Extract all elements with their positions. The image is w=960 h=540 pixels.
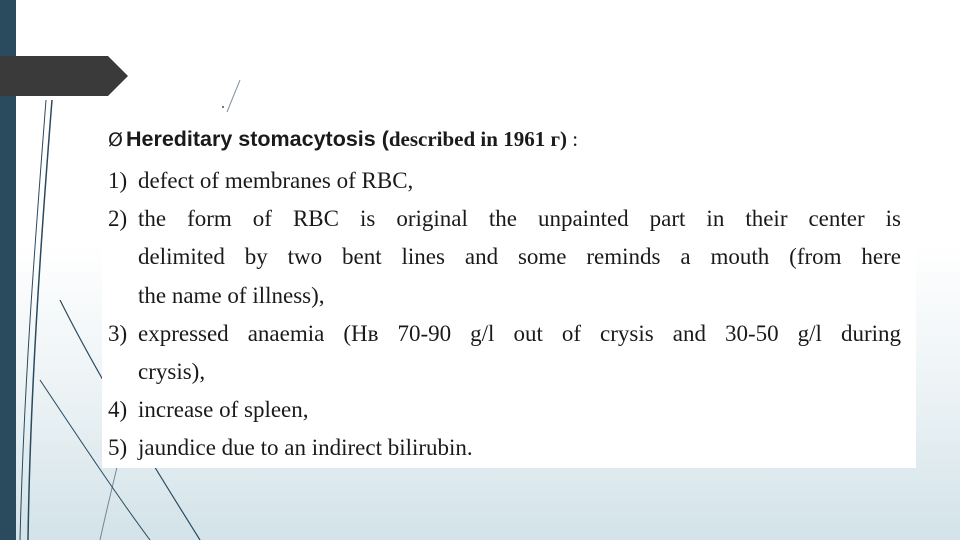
list-text: increase of spleen, bbox=[138, 397, 309, 422]
list-text-continued: crysis), bbox=[138, 359, 206, 384]
heading-line bbox=[108, 128, 578, 151]
list-number: 3) bbox=[108, 321, 128, 346]
heading-title: Hereditary stomacytosis ( bbox=[125, 127, 389, 151]
list-number: 5) bbox=[108, 435, 128, 460]
dot-marker bbox=[222, 106, 224, 108]
arrow-bullet-icon: Ø bbox=[108, 129, 123, 151]
list-text: expressed anaemia (Нв 70-90 g/l out of crysis and 30-50 g/l during bbox=[138, 321, 901, 346]
list-item bbox=[108, 436, 473, 459]
list-item bbox=[108, 169, 413, 192]
list-item bbox=[108, 322, 901, 345]
list-text: jaundice due to an indirect bilirubin. bbox=[138, 435, 473, 460]
list-text: the form of RBC is original the unpainted part in their center is bbox=[138, 206, 901, 231]
list-number: 1) bbox=[108, 168, 128, 193]
list-item bbox=[108, 207, 901, 230]
list-number: 4) bbox=[108, 397, 128, 422]
list-text-continued: delimited by two bent lines and some reminds a mouth (from here bbox=[138, 244, 901, 269]
list-number: 2) bbox=[108, 206, 128, 231]
heading-date: described in 1961 г) bbox=[388, 127, 567, 151]
list-text: defect of membranes of RBC, bbox=[138, 168, 414, 193]
title-tab-shape bbox=[0, 56, 130, 96]
heading-colon: : bbox=[566, 127, 579, 151]
list-item bbox=[108, 398, 309, 421]
list-text-continued: the name of illness), bbox=[138, 283, 325, 308]
